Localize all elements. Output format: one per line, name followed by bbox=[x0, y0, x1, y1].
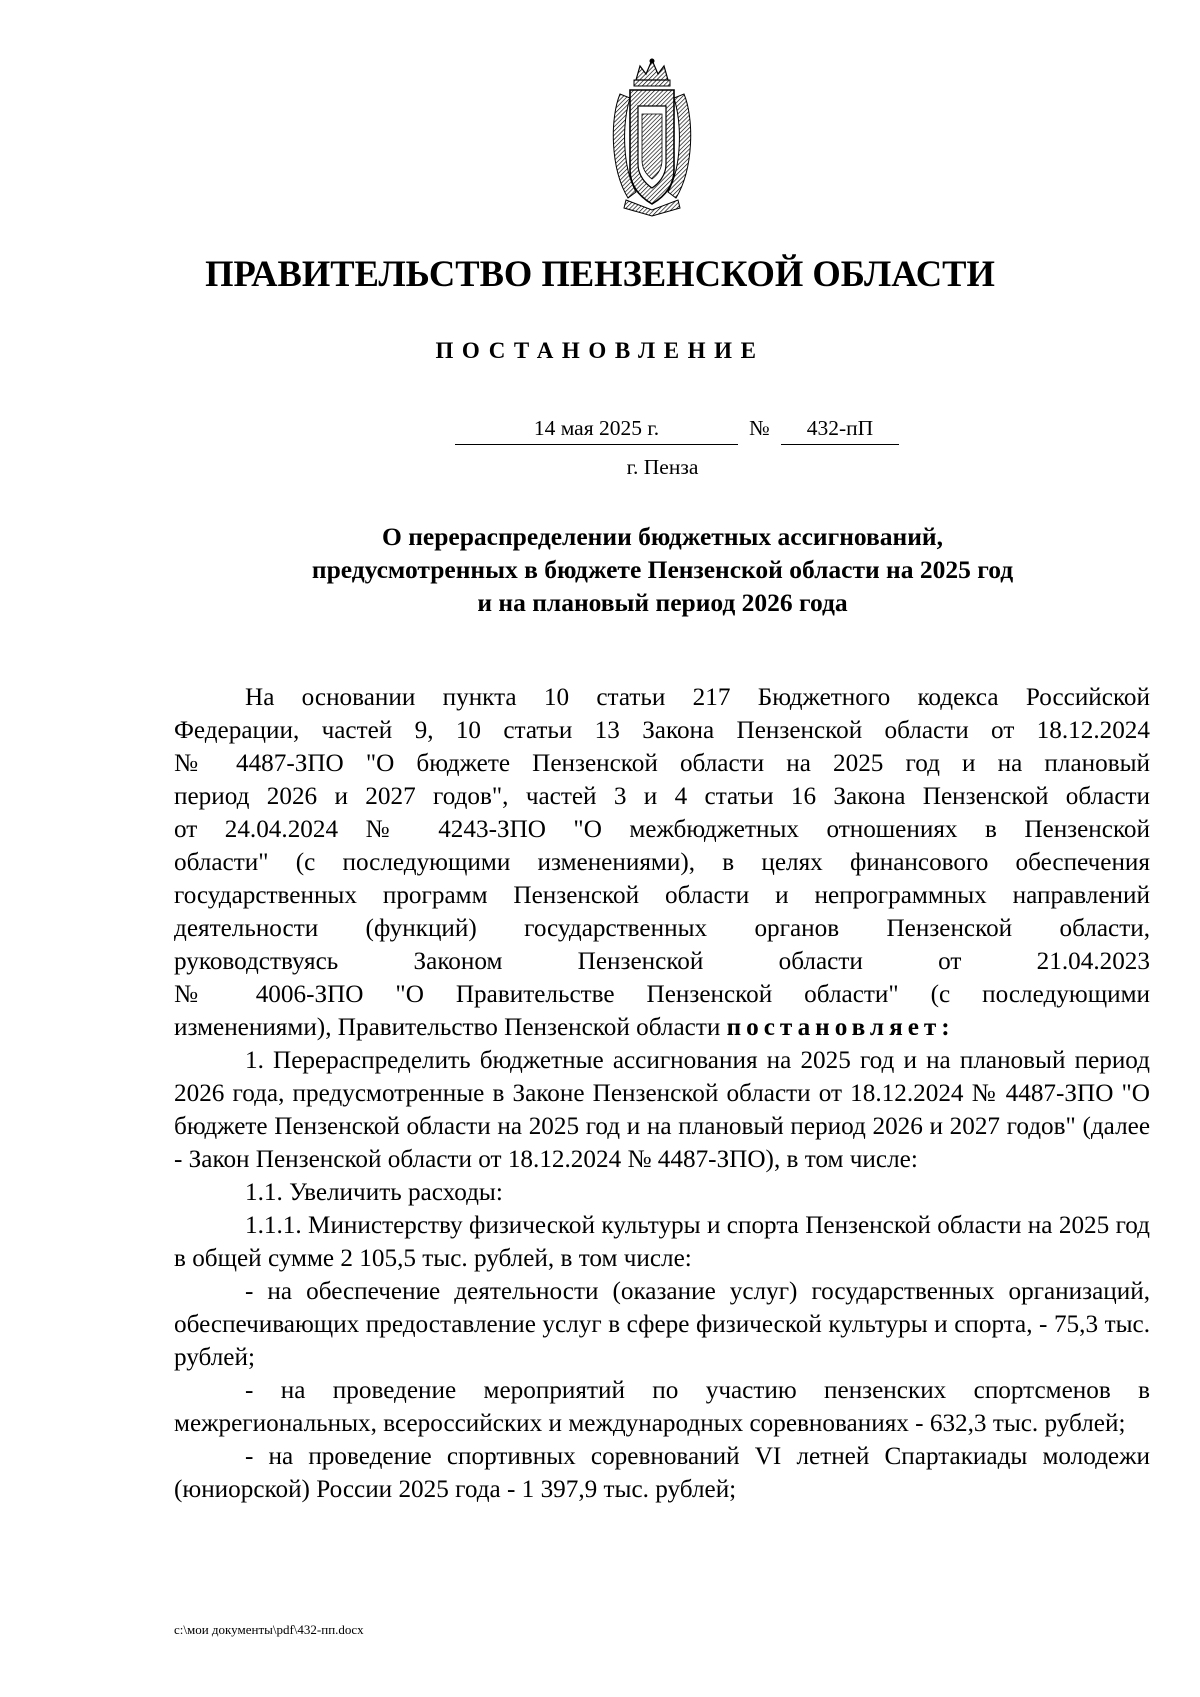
preamble-line: № 4487-ЗПО "О бюджете Пензенской области на 2025 год и на плановый bbox=[174, 750, 1150, 777]
government-title: ПРАВИТЕЛЬСТВО ПЕНЗЕНСКОЙ ОБЛАСТИ bbox=[205, 253, 995, 294]
preamble-line: Федерации, частей 9, 10 статьи 13 Закона Пензенской области от 18.12.2024 bbox=[174, 717, 1150, 744]
preamble-line: № 4006-ЗПО "О Правительстве Пензенской области" (с последующими bbox=[174, 981, 1150, 1008]
clause-item: - на проведение спортивных соревнований VI летней Спартакиады молодежи (юниорской) России 2025 года - 1 397,9 тыс. рублей; bbox=[174, 1443, 1150, 1503]
document-body bbox=[174, 681, 1150, 1506]
coat-of-arms-icon bbox=[606, 58, 698, 218]
subject-line: и на плановый период 2026 года bbox=[477, 588, 848, 617]
clause-1-1-1: 1.1.1. Министерству физической культуры и спорта Пензенской области на 2025 год в общей сумме 2 105,5 тыс. рублей, в том числе: bbox=[174, 1212, 1150, 1272]
preamble-line: от 24.04.2024 № 4243-ЗПО "О межбюджетных отношениях в Пензенской bbox=[174, 816, 1150, 843]
preamble-line: государственных программ Пензенской области и непрограммных направлений bbox=[174, 882, 1150, 909]
document-subject bbox=[0, 520, 1200, 619]
city: г. Пенза bbox=[626, 455, 699, 479]
subject-line: предусмотренных в бюджете Пензенской области на 2025 год bbox=[311, 555, 1014, 584]
document-number: 432-пП bbox=[781, 414, 899, 445]
clause-1-1: 1.1. Увеличить расходы: bbox=[245, 1179, 503, 1206]
preamble-line: изменениями), Правительство Пензенской области bbox=[174, 1014, 721, 1041]
document-date: 14 мая 2025 г. bbox=[455, 414, 738, 445]
preamble-line: период 2026 и 2027 годов", частей 3 и 4 статьи 16 Закона Пензенской области bbox=[174, 783, 1150, 810]
preamble-line: На основании пункта 10 статьи 217 Бюджетного кодекса Российской bbox=[245, 684, 1150, 711]
preamble-last-line bbox=[174, 1011, 1150, 1044]
clause-item: - на обеспечение деятельности (оказание услуг) государственных организаций, обеспечивающих предоставление услуг в сфере физической культуры и спорта, - 75,3 тыс. рублей; bbox=[174, 1278, 1150, 1371]
resolves-word: постановляет: bbox=[726, 1014, 955, 1041]
document-type: ПОСТАНОВЛЕНИЕ bbox=[435, 338, 765, 363]
subject-line: О перераспределении бюджетных ассигнований, bbox=[382, 522, 943, 551]
file-path-footer: c:\мои документы\pdf\432-пп.docx bbox=[174, 1622, 364, 1637]
preamble-line: области" (с последующими изменениями), в целях финансового обеспечения bbox=[174, 849, 1150, 876]
number-sign: № bbox=[749, 416, 770, 440]
preamble-line: руководствуясь Законом Пензенской области от 21.04.2023 bbox=[174, 948, 1150, 975]
preamble-line: деятельности (функций) государственных органов Пензенской области, bbox=[174, 915, 1150, 942]
clause-item: - на проведение мероприятий по участию пензенских спортсменов в межрегиональных, всероссийских и международных соревнованиях - 632,3 тыс. рублей; bbox=[174, 1377, 1150, 1437]
clause-1: 1. Перераспределить бюджетные ассигнования на 2025 год и на плановый период 2026 года, предусмотренные в Законе Пензенской области от 18.12.2024 № 4487-ЗПО "О бюджете Пензенской области на 2025 год и на плановый период 2026 и 2027 годов" (далее - Закон Пензенской области от 18.12.2024 № 4487-ЗПО), в том числе: bbox=[174, 1047, 1150, 1173]
